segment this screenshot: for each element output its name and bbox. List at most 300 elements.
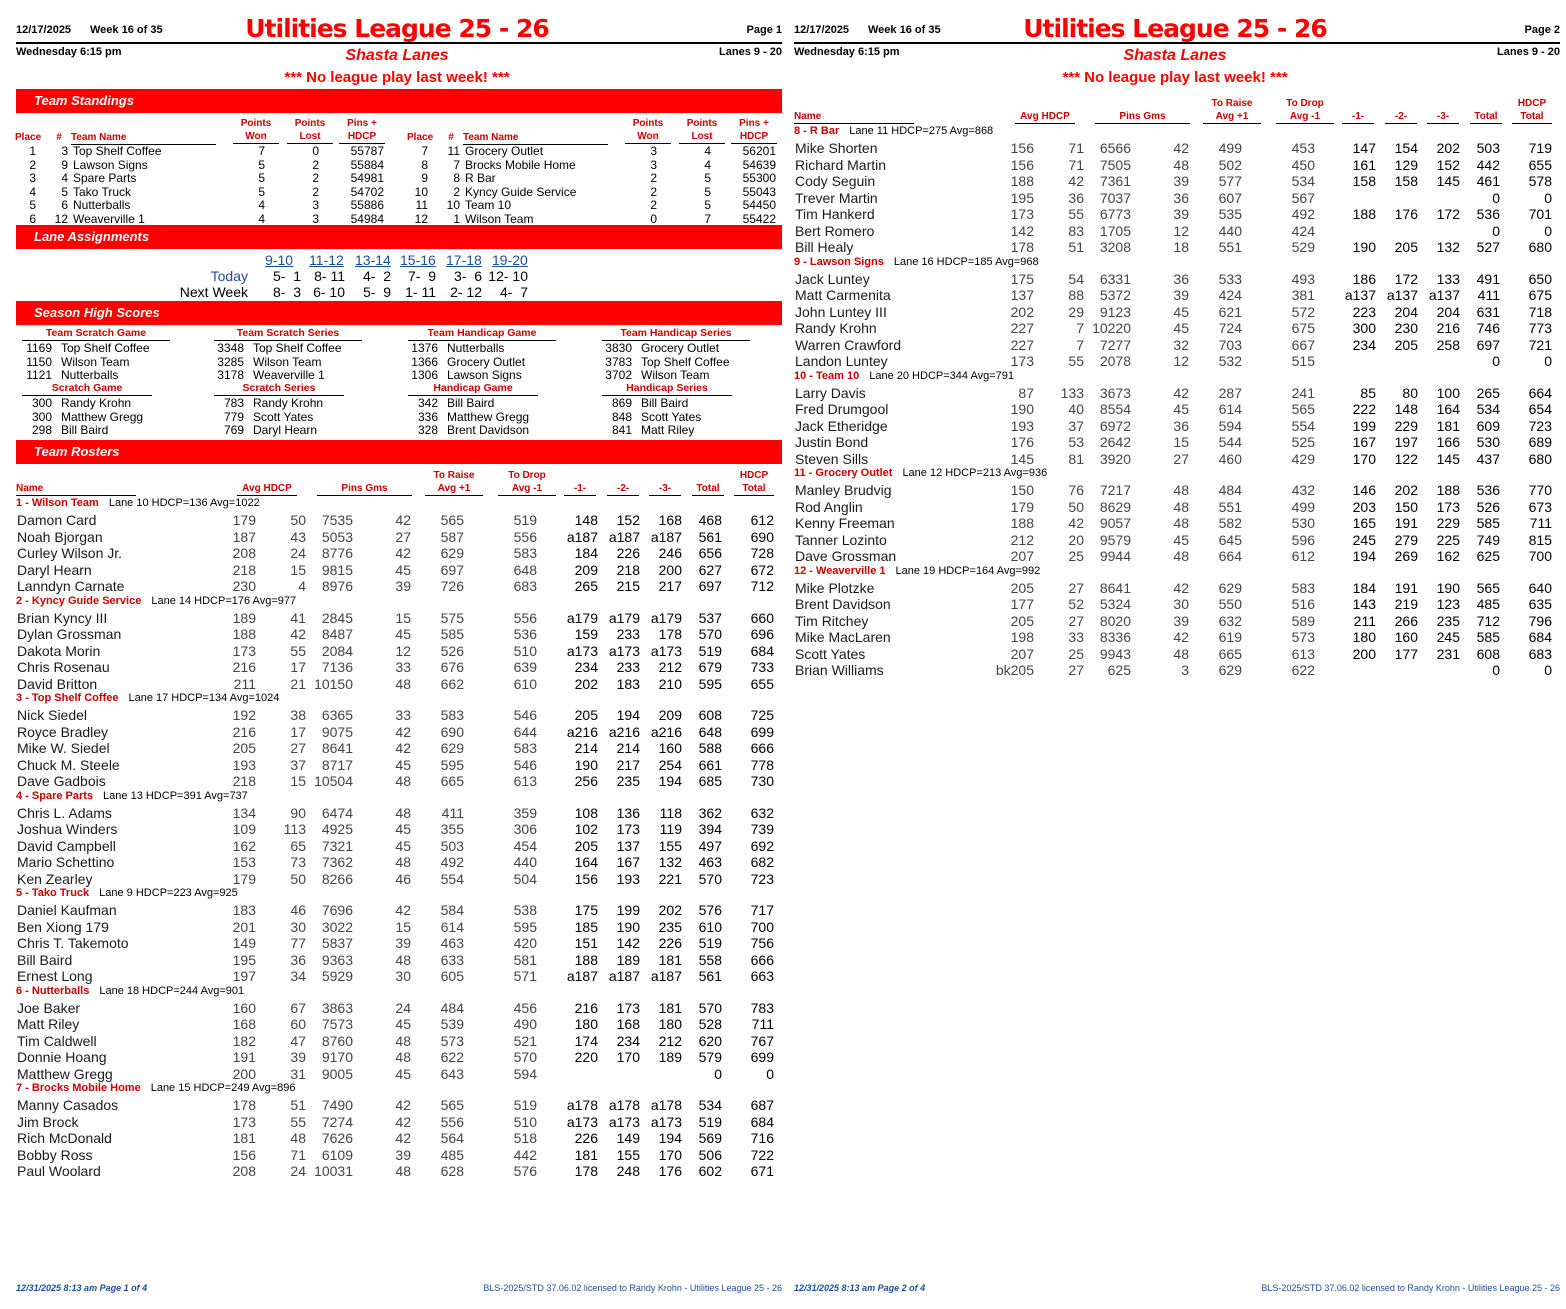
player-stat: 585 [1476, 629, 1500, 645]
player-stat: 723 [750, 870, 774, 887]
player-stat: 15 [395, 918, 411, 935]
player-stat: 536 [1476, 206, 1500, 222]
standings-pins: 54984 [350, 211, 384, 226]
standings-pins: 55884 [350, 157, 384, 172]
col-g3: -3- [649, 482, 681, 496]
player-stat: 167 [616, 854, 640, 870]
player-name: Nick Siedel [17, 707, 88, 723]
player-stat: 454 [513, 837, 537, 854]
player-stat: 214 [616, 740, 640, 756]
player-stat: 411 [441, 804, 464, 821]
player-stat: 178 [658, 626, 682, 642]
player-row [16, 1163, 778, 1180]
player-stat: 170 [1352, 450, 1376, 467]
lane-pair-link[interactable]: 13-14 [355, 252, 391, 268]
player-stat: 122 [1394, 450, 1418, 467]
player-stat: 230 [1394, 320, 1418, 336]
player-stat: 158 [1394, 173, 1418, 189]
roster-team-info: Lane 10 HDCP=136 Avg=1022 [108, 497, 260, 509]
high-score-row [600, 424, 780, 438]
player-stat: 554 [440, 870, 464, 887]
player-stat: 656 [698, 545, 722, 561]
lane-matchup: 6- 10 [313, 284, 345, 300]
player-stat: 188 [1436, 482, 1460, 498]
player-stat: 815 [1528, 531, 1552, 548]
player-stat: 17 [290, 659, 306, 675]
player-name: Bill Healy [795, 239, 854, 255]
player-stat: 661 [698, 756, 722, 773]
player-stat: 536 [1476, 482, 1500, 498]
standings-points-lost: 4 [704, 144, 711, 158]
player-stat: 654 [1528, 401, 1552, 417]
player-stat: 664 [1528, 384, 1552, 401]
player-stat: 178 [574, 1163, 598, 1179]
player-row [794, 206, 1556, 223]
player-stat: 265 [1476, 384, 1500, 401]
footer-license: BLS-2025/STD 37.06.02 licensed to Randy Krohn - Utilities League 25 - 26 [1261, 1283, 1560, 1293]
player-row [794, 190, 1556, 207]
high-score-value: 1366 [411, 354, 438, 369]
player-stat: 27 [1068, 612, 1084, 629]
roster-team-name: 11 - Grocery Outlet [794, 467, 893, 479]
lane-pair-link[interactable]: 19-20 [492, 252, 528, 268]
high-score-holder: Wilson Team [641, 368, 710, 382]
lane-pair-link[interactable]: 15-16 [400, 252, 436, 268]
player-stat: 161 [1352, 156, 1376, 173]
week-label: Week 16 of 35 [868, 24, 941, 36]
roster-team-header [16, 887, 238, 899]
player-stat: 17 [290, 723, 306, 740]
col-hdcp-total: HDCP Total [734, 469, 774, 496]
player-name: Mike Shorten [795, 140, 878, 156]
player-stat: 5837 [321, 935, 353, 951]
standings-points-lost: 2 [312, 184, 319, 199]
high-score-category: Team Handicap Series [602, 327, 750, 341]
player-name: Daryl Hearn [17, 561, 92, 578]
player-stat: 24 [290, 545, 306, 561]
player-stat: 222 [1352, 401, 1376, 417]
lanes-label: Lanes 9 - 20 [719, 46, 782, 58]
player-stat: 12 [395, 642, 411, 659]
high-score-holder: Wilson Team [253, 354, 322, 369]
player-stat: 184 [1352, 579, 1376, 596]
player-stat: 27 [290, 740, 306, 756]
standings-team-number: 3 [61, 144, 68, 158]
player-stat: 136 [616, 804, 640, 821]
player-stat: 170 [616, 1049, 640, 1065]
player-stat: 183 [232, 902, 256, 918]
player-stat: 644 [513, 723, 537, 740]
high-score-holder: Grocery Outlet [447, 354, 526, 369]
standings-row [408, 186, 788, 200]
player-stat: 739 [750, 821, 774, 837]
player-stat: a173 [566, 1113, 598, 1130]
col-avg-hdcp: Avg HDCP [237, 482, 297, 496]
player-row [16, 1114, 778, 1131]
high-score-holder: Nutterballs [61, 368, 119, 382]
col-to-raise: To Raise Avg +1 [425, 469, 483, 496]
player-stat: 145 [1436, 450, 1460, 467]
player-name: Mike MacLaren [795, 629, 891, 645]
player-row [794, 239, 1556, 256]
day-time: Wednesday 6:15 pm [16, 46, 122, 58]
player-stat: 564 [440, 1130, 464, 1146]
player-name: Dave Grossman [795, 548, 897, 564]
week-label: Week 16 of 35 [90, 24, 163, 36]
high-score-value: 3830 [605, 341, 632, 355]
player-stat: 155 [658, 837, 682, 854]
player-row [794, 499, 1556, 516]
player-stat: 1705 [1099, 222, 1131, 239]
player-stat: 528 [698, 1016, 722, 1032]
standings-points-won: 5 [258, 184, 265, 199]
player-stat: 181 [1436, 417, 1460, 434]
high-score-value: 1376 [411, 341, 438, 355]
player-stat: 719 [1528, 140, 1552, 156]
lane-pair-link[interactable]: 11-12 [309, 252, 344, 268]
player-stat: 137 [616, 837, 640, 854]
roster-team-header [16, 790, 248, 802]
player-stat: 726 [440, 578, 464, 594]
player-stat: 45 [1173, 401, 1189, 417]
high-score-row [600, 369, 780, 383]
player-stat: 537 [698, 609, 722, 626]
player-stat: 684 [750, 1113, 774, 1130]
player-stat: 690 [440, 723, 464, 740]
col-total: Total [1470, 110, 1502, 124]
high-score-holder: Grocery Outlet [641, 341, 720, 355]
player-stat: 429 [1291, 450, 1315, 467]
player-stat: 712 [1476, 612, 1500, 629]
roster-team-name: 12 - Weaverville 1 [794, 564, 886, 577]
player-row [16, 610, 778, 627]
player-stat: 39 [395, 1146, 411, 1163]
player-stat: 212 [658, 659, 682, 675]
high-score-category: Team Scratch Game [22, 327, 170, 341]
standings-team-number: 9 [61, 157, 68, 172]
player-stat: 279 [1394, 531, 1418, 548]
player-stat: 9123 [1099, 303, 1131, 320]
player-stat: 697 [1476, 336, 1500, 353]
player-stat: 570 [513, 1049, 537, 1065]
col-g2: -2- [607, 482, 639, 496]
player-stat: 749 [1476, 531, 1500, 548]
player-stat: 39 [1173, 612, 1189, 629]
player-stat: 178 [232, 1097, 256, 1113]
player-stat: 0 [1544, 222, 1552, 239]
player-stat: 55 [290, 642, 306, 659]
player-stat: 685 [698, 773, 722, 789]
player-stat: a173 [608, 642, 640, 659]
player-stat: 245 [1352, 531, 1376, 548]
player-stat: a173 [566, 642, 598, 659]
standings-row [16, 186, 396, 200]
player-stat: 145 [1436, 173, 1460, 189]
player-stat: 632 [750, 804, 774, 821]
player-stat: 502 [1218, 156, 1242, 173]
player-stat: 205 [1010, 579, 1034, 596]
standings-team-number: 6 [61, 198, 68, 212]
player-stat: 133 [1436, 270, 1460, 287]
player-stat: 440 [1218, 222, 1242, 239]
player-stat: 666 [750, 951, 774, 968]
standings-pins: 55300 [742, 171, 776, 185]
standings-row [408, 213, 788, 227]
standings-place: 7 [421, 144, 428, 158]
player-stat: 0 [1492, 222, 1500, 239]
high-score-holder: Top Shelf Coffee [61, 341, 150, 355]
lane-pair-link[interactable]: 17-18 [446, 252, 482, 268]
roster-team-name: 4 - Spare Parts [16, 789, 94, 802]
player-name: Damon Card [17, 512, 97, 528]
high-score-value: 1306 [411, 368, 438, 382]
standings-team-number: 11 [447, 144, 460, 158]
player-stat: 52 [1068, 596, 1084, 612]
player-stat: 71 [1068, 140, 1084, 156]
player-stat: 100 [1436, 384, 1460, 401]
player-name: Dave Gadbois [17, 773, 106, 789]
player-stat: 0 [1544, 189, 1552, 206]
player-stat: 5929 [321, 968, 353, 984]
player-stat: 188 [1352, 206, 1376, 222]
roster-team-info: Lane 9 HDCP=223 Avg=925 [99, 887, 238, 899]
col-total: Total [692, 482, 724, 496]
high-score-row [20, 424, 200, 438]
player-stat: 756 [750, 935, 774, 951]
player-stat: 605 [440, 968, 464, 984]
player-row [16, 871, 778, 888]
high-score-row [212, 424, 392, 438]
player-stat: 45 [1173, 320, 1189, 336]
player-stat: 534 [1476, 401, 1500, 417]
col-g1: -1- [564, 482, 596, 496]
standings-points-lost: 4 [704, 157, 711, 172]
player-stat: 0 [714, 1065, 722, 1082]
player-stat: 167 [1352, 434, 1376, 450]
roster-team-name: 3 - Top Shelf Coffee [16, 692, 119, 704]
player-stat: 530 [1476, 434, 1500, 450]
player-stat: 30 [1173, 596, 1189, 612]
player-stat: 8020 [1099, 612, 1131, 629]
player-stat: 200 [232, 1065, 256, 1082]
player-stat: 6109 [321, 1146, 353, 1163]
player-stat: 180 [1352, 629, 1376, 645]
player-stat: 567 [1291, 189, 1315, 206]
player-stat: 3863 [321, 999, 353, 1016]
player-stat: 27 [1173, 450, 1189, 467]
col-to-drop: To Drop Avg -1 [498, 469, 556, 496]
player-stat: 15 [290, 561, 306, 578]
player-stat: 546 [513, 756, 537, 773]
player-stat: 47 [290, 1032, 306, 1049]
player-stat: 0 [766, 1065, 774, 1082]
player-stat: 181 [232, 1130, 256, 1146]
player-stat: 576 [698, 902, 722, 918]
player-stat: 179 [1010, 498, 1034, 515]
section-lane-assignments: Lane Assignments [16, 225, 782, 249]
player-stat: 362 [698, 804, 722, 821]
player-name: Manny Casados [17, 1097, 119, 1113]
player-row [16, 676, 778, 693]
high-score-row [20, 356, 200, 370]
player-stat: 217 [616, 756, 640, 773]
player-stat: 45 [395, 821, 411, 837]
player-stat: 575 [440, 609, 464, 626]
player-stat: 9579 [1099, 531, 1131, 548]
col-points-lost: Points Lost [287, 117, 333, 144]
player-stat: 205 [1394, 336, 1418, 353]
player-stat: 234 [616, 1032, 640, 1049]
player-stat: 648 [513, 561, 537, 578]
player-name: Chris T. Takemoto [17, 935, 129, 951]
player-stat: 27 [395, 528, 411, 545]
standings-pins: 55886 [350, 198, 384, 212]
high-score-row [600, 411, 780, 425]
roster-team-info: Lane 17 HDCP=134 Avg=1024 [128, 692, 280, 704]
player-stat: 612 [750, 512, 774, 528]
high-score-row [212, 356, 392, 370]
player-row [16, 757, 778, 774]
player-row [794, 596, 1556, 613]
player-stat: 87 [1018, 384, 1034, 401]
standings-pins: 54702 [350, 184, 384, 199]
player-stat: 699 [750, 723, 774, 740]
player-stat: 220 [574, 1049, 598, 1065]
player-stat: 225 [1436, 531, 1460, 548]
player-stat: 5053 [321, 528, 353, 545]
player-stat: 4 [298, 578, 306, 594]
player-stat: 175 [574, 902, 598, 918]
standings-pins: 54639 [742, 157, 776, 172]
player-stat: 570 [698, 870, 722, 887]
player-stat: 565 [440, 1097, 464, 1113]
player-stat: 8976 [321, 578, 353, 594]
high-score-row [20, 397, 200, 411]
player-stat: 2078 [1099, 353, 1131, 369]
standings-team-name: Grocery Outlet [465, 144, 544, 158]
high-score-category: Scratch Series [214, 382, 344, 396]
player-stat: 37 [1068, 417, 1084, 434]
standings-team-name: Weaverville 1 [73, 211, 145, 226]
col-g1: -1- [1342, 110, 1374, 124]
standings-points-won: 2 [650, 184, 657, 199]
player-stat: 9363 [321, 951, 353, 968]
footer-timestamp: 12/31/2025 8:13 am Page 1 of 4 [16, 1283, 148, 1293]
roster-team-header [16, 1082, 295, 1094]
player-row [794, 662, 1556, 679]
standings-row [408, 145, 788, 159]
player-stat: 123 [1436, 596, 1460, 612]
player-name: Randy Krohn [795, 320, 877, 336]
col-to-drop: To Drop Avg -1 [1276, 97, 1334, 124]
player-stat: 45 [1173, 531, 1189, 548]
player-stat: a178 [650, 1097, 682, 1113]
player-stat: 675 [1528, 287, 1552, 303]
player-stat: 55 [1068, 353, 1084, 369]
player-stat: 226 [574, 1130, 598, 1146]
player-stat: 2084 [321, 642, 353, 659]
player-name: Steven Sills [795, 450, 869, 467]
player-stat: 208 [232, 1163, 256, 1179]
player-stat: 7 [1076, 320, 1084, 336]
roster-team-name: 5 - Tako Truck [16, 887, 90, 899]
player-stat: 176 [1010, 434, 1034, 450]
player-stat: 152 [616, 512, 640, 528]
player-stat: 539 [440, 1016, 464, 1032]
player-stat: 666 [750, 740, 774, 756]
roster-team-name: 7 - Brocks Mobile Home [16, 1082, 141, 1094]
player-stat: 519 [513, 512, 537, 528]
player-stat: 48 [1173, 645, 1189, 662]
player-stat: 195 [232, 951, 256, 968]
player-stat: 176 [658, 1163, 682, 1179]
player-stat: 570 [698, 626, 722, 642]
player-stat: 188 [1010, 515, 1034, 531]
player-name: Jack Luntey [795, 270, 870, 287]
player-stat: 48 [395, 675, 411, 692]
player-stat: 622 [1291, 662, 1315, 678]
player-stat: 607 [1218, 189, 1242, 206]
player-stat: 442 [1476, 156, 1500, 173]
player-stat: 177 [1394, 645, 1418, 662]
high-score-holder: Scott Yates [253, 409, 314, 424]
player-stat: 432 [1291, 482, 1315, 498]
player-stat: 778 [750, 756, 774, 773]
standings-team-name: Wilson Team [465, 211, 534, 226]
player-name: Daniel Kaufman [17, 902, 117, 918]
player-stat: 640 [1528, 579, 1552, 596]
player-stat: 725 [750, 707, 774, 723]
player-stat: 510 [513, 1113, 537, 1130]
high-score-holder: Bill Baird [641, 396, 689, 410]
standings-points-lost: 2 [312, 157, 319, 172]
player-stat: 581 [513, 951, 537, 968]
player-stat: 189 [658, 1049, 682, 1065]
player-stat: 687 [750, 1097, 774, 1113]
roster-team-name: 9 - Lawson Signs [794, 255, 884, 268]
player-stat: 235 [1436, 612, 1460, 629]
high-score-category: Team Scratch Series [214, 327, 362, 341]
player-name: Jack Etheridge [795, 417, 888, 434]
lane-matchup: 1- 11 [405, 284, 436, 300]
player-stat: 484 [440, 999, 464, 1016]
player-stat: 613 [1291, 645, 1315, 662]
player-stat: 463 [698, 854, 722, 870]
player-name: Ben Xiong 179 [17, 918, 109, 935]
player-stat: 571 [513, 968, 537, 984]
player-stat: 518 [513, 1130, 537, 1146]
player-row [794, 385, 1556, 402]
player-stat: 7490 [321, 1097, 353, 1113]
player-stat: 269 [1394, 548, 1418, 564]
player-stat: 9170 [321, 1049, 353, 1065]
standings-row [16, 199, 396, 213]
player-name: Larry Davis [795, 384, 866, 401]
player-stat: 36 [1068, 189, 1084, 206]
roster-team-header [794, 467, 1047, 479]
player-stat: 576 [513, 1163, 537, 1179]
player-stat: 42 [1068, 515, 1084, 531]
player-stat: 655 [750, 675, 774, 692]
standings-pins: 55787 [350, 144, 384, 158]
player-stat: a187 [650, 968, 682, 984]
high-score-holder: Matthew Gregg [61, 409, 144, 424]
player-stat: 227 [1010, 320, 1034, 336]
lane-pair-link[interactable]: 9-10 [265, 252, 294, 268]
player-stat: 556 [440, 1113, 464, 1130]
player-name: Cody Seguin [795, 173, 876, 189]
player-stat: 671 [750, 1163, 774, 1179]
